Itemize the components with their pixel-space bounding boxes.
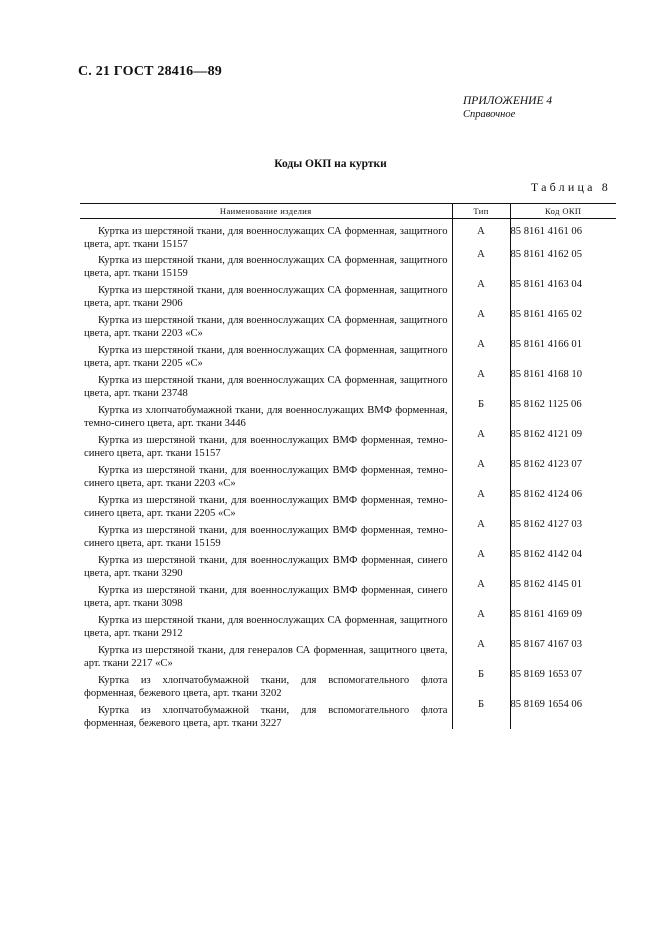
table-row (80, 639, 616, 669)
appendix-title: ПРИЛОЖЕНИЕ 4 (463, 95, 553, 107)
product-name-text: Куртка из шерстяной ткани, для военнослужащих ВМФ форменная, темно-синего цвета, арт. ткани 15159 (84, 525, 448, 549)
product-name-text: Куртка из шерстяной ткани, для военнослужащих СА форменная, защитного цвета, арт. ткани 23748 (84, 375, 448, 399)
cell-product-name (80, 549, 452, 579)
table-label: Таблица 8 (530, 180, 611, 194)
cell-okp-code: 85 8161 4165 02 (510, 309, 616, 339)
cell-product-name (80, 219, 452, 250)
product-name-text: Куртка из шерстяной ткани, для военнослужащих ВМФ форменная, темно-синего цвета, арт. ткани 2205 «С» (84, 495, 448, 519)
cell-okp-code: 85 8162 4142 04 (510, 549, 616, 579)
table-row (80, 519, 616, 549)
cell-product-name (80, 609, 452, 639)
product-name-text: Куртка из хлопчатобумажной ткани, для вспомогательного флота форменная, бежевого цвета, арт. ткани 3202 (84, 675, 448, 699)
cell-type: А (452, 639, 510, 669)
product-name-text: Куртка из шерстяной ткани, для военнослужащих СА форменная, защитного цвета, арт. ткани 2906 (84, 285, 448, 309)
cell-okp-code: 85 8162 4124 06 (510, 489, 616, 519)
table-row (80, 459, 616, 489)
document-title: Коды ОКП на куртки (274, 158, 387, 170)
cell-type: А (452, 489, 510, 519)
table-row (80, 399, 616, 429)
table-row (80, 279, 616, 309)
appendix-block (463, 94, 603, 122)
cell-product-name (80, 399, 452, 429)
cell-okp-code: 85 8161 4162 05 (510, 249, 616, 279)
cell-product-name (80, 489, 452, 519)
cell-product-name (80, 429, 452, 459)
cell-product-name (80, 369, 452, 399)
product-name-text: Куртка из шерстяной ткани, для военнослужащих ВМФ форменная, темно-синего цвета, арт. ткани 15157 (84, 435, 448, 459)
product-name-text: Куртка из хлопчатобумажной ткани, для вспомогательного флота форменная, бежевого цвета, арт. ткани 3227 (84, 705, 448, 729)
cell-type: А (452, 339, 510, 369)
cell-type: А (452, 369, 510, 399)
cell-product-name (80, 669, 452, 699)
product-name-text: Куртка из хлопчатобумажной ткани, для военнослужащих ВМФ форменная, темно-синего цвета, арт. ткани 3446 (84, 405, 448, 429)
column-header-name: Наименование изделия (80, 204, 452, 219)
cell-product-name (80, 279, 452, 309)
cell-type: А (452, 459, 510, 489)
appendix-subtitle: Справочное (463, 109, 516, 120)
cell-product-name (80, 339, 452, 369)
table-row (80, 609, 616, 639)
cell-okp-code: 85 8161 4168 10 (510, 369, 616, 399)
product-name-text: Куртка из шерстяной ткани, для военнослужащих ВМФ форменная, темно-синего цвета, арт. ткани 2203 «С» (84, 465, 448, 489)
cell-product-name (80, 699, 452, 729)
cell-product-name (80, 579, 452, 609)
table-row (80, 339, 616, 369)
page-header: С. 21 ГОСТ 28416—89 (78, 64, 222, 79)
product-name-text: Куртка из шерстяной ткани, для генералов СА форменная, защитного цвета, арт. ткани 2217 «С» (84, 645, 448, 669)
cell-type: Б (452, 699, 510, 729)
product-name-text: Куртка из шерстяной ткани, для военнослужащих СА форменная, защитного цвета, арт. ткани 2203 «С» (84, 315, 448, 339)
table-header-row (80, 204, 616, 219)
okp-codes-table (80, 203, 616, 729)
product-name-text: Куртка из шерстяной ткани, для военнослужащих СА форменная, защитного цвета, арт. ткани 15157 (84, 226, 448, 250)
table-row (80, 219, 616, 250)
table-row (80, 549, 616, 579)
product-name-text: Куртка из шерстяной ткани, для военнослужащих ВМФ форменная, синего цвета, арт. ткани 3098 (84, 585, 448, 609)
cell-type: А (452, 549, 510, 579)
table-row (80, 249, 616, 279)
product-name-text: Куртка из шерстяной ткани, для военнослужащих СА форменная, защитного цвета, арт. ткани 2205 «С» (84, 345, 448, 369)
cell-type: Б (452, 669, 510, 699)
product-name-text: Куртка из шерстяной ткани, для военнослужащих СА форменная, защитного цвета, арт. ткани 15159 (84, 255, 448, 279)
table-row (80, 369, 616, 399)
product-name-text: Куртка из шерстяной ткани, для военнослужащих ВМФ форменная, синего цвета, арт. ткани 3290 (84, 555, 448, 579)
cell-product-name (80, 309, 452, 339)
table-row (80, 699, 616, 729)
cell-okp-code: 85 8161 4163 04 (510, 279, 616, 309)
cell-product-name (80, 249, 452, 279)
column-header-type: Тип (452, 204, 510, 219)
cell-type: А (452, 609, 510, 639)
cell-type: А (452, 309, 510, 339)
cell-product-name (80, 459, 452, 489)
cell-type: А (452, 249, 510, 279)
table-row (80, 669, 616, 699)
cell-type: А (452, 519, 510, 549)
cell-okp-code: 85 8162 4127 03 (510, 519, 616, 549)
table-row (80, 579, 616, 609)
cell-type: А (452, 279, 510, 309)
table-row (80, 489, 616, 519)
table-row (80, 309, 616, 339)
cell-product-name (80, 639, 452, 669)
cell-okp-code: 85 8162 1125 06 (510, 399, 616, 429)
table-body (80, 219, 616, 730)
cell-okp-code: 85 8167 4167 03 (510, 639, 616, 669)
cell-product-name (80, 519, 452, 549)
cell-okp-code: 85 8161 4166 01 (510, 339, 616, 369)
table-row (80, 429, 616, 459)
cell-okp-code: 85 8169 1653 07 (510, 669, 616, 699)
column-header-code: Код ОКП (510, 204, 616, 219)
cell-type: А (452, 219, 510, 250)
cell-type: А (452, 579, 510, 609)
cell-type: А (452, 429, 510, 459)
cell-okp-code: 85 8162 4123 07 (510, 459, 616, 489)
cell-okp-code: 85 8162 4145 01 (510, 579, 616, 609)
cell-okp-code: 85 8161 4161 06 (510, 219, 616, 250)
cell-okp-code: 85 8162 4121 09 (510, 429, 616, 459)
cell-okp-code: 85 8169 1654 06 (510, 699, 616, 729)
cell-type: Б (452, 399, 510, 429)
product-name-text: Куртка из шерстяной ткани, для военнослужащих СА форменная, защитного цвета, арт. ткани 2912 (84, 615, 448, 639)
cell-okp-code: 85 8161 4169 09 (510, 609, 616, 639)
